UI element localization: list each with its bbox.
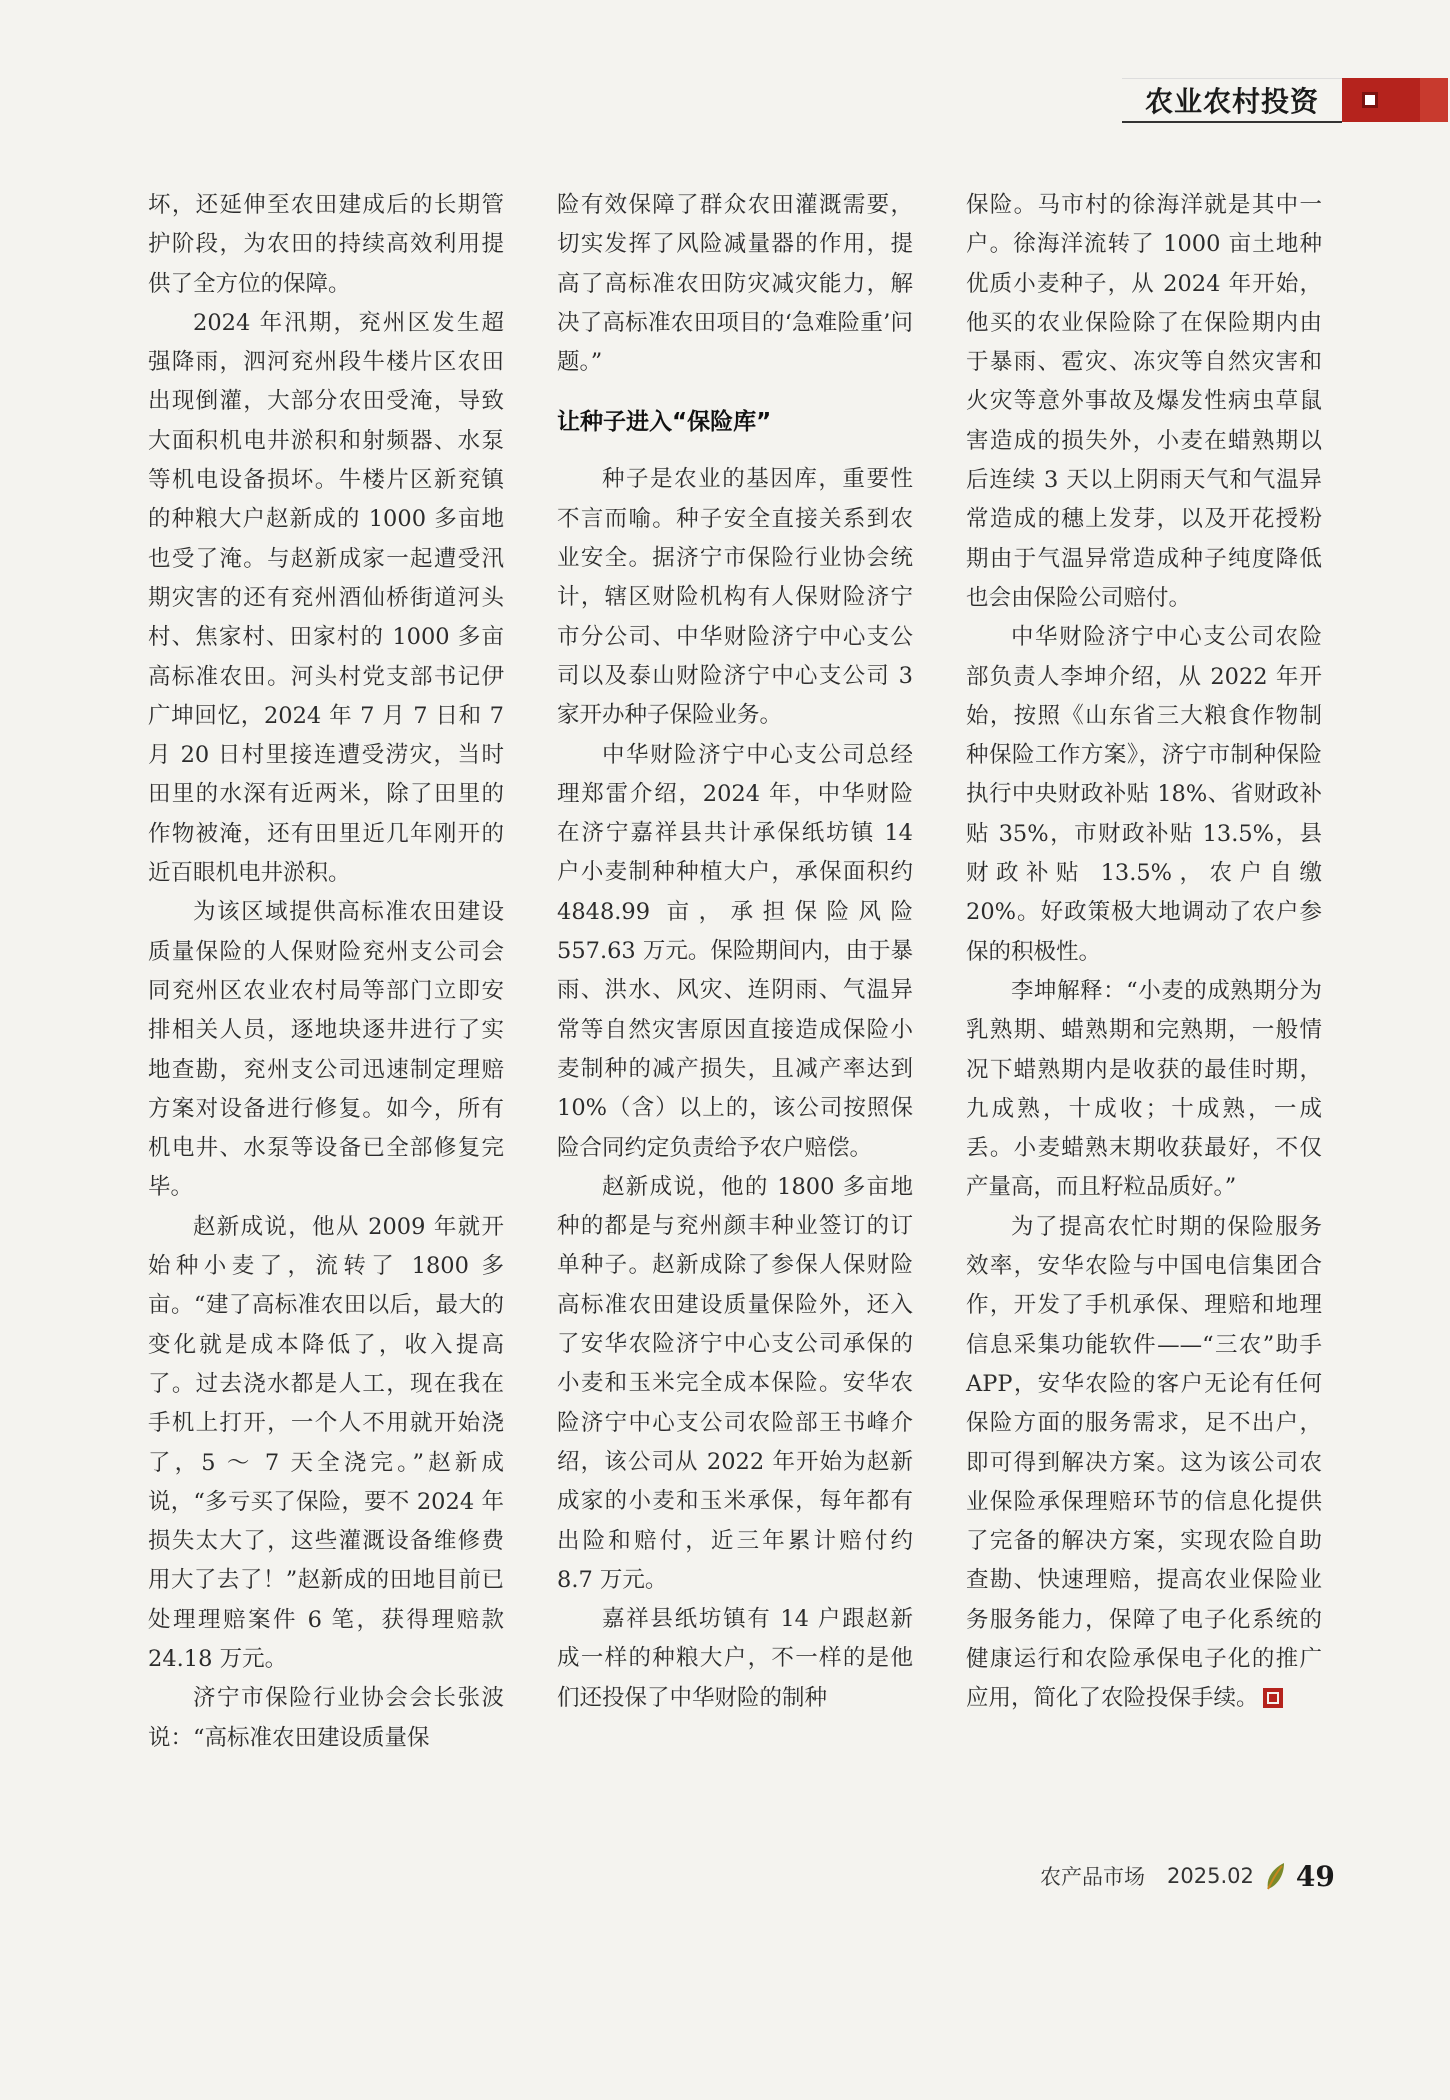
paragraph: 济宁市保险行业协会会长张波说：“高标准农田建设质量保 xyxy=(148,1685,504,1751)
square-marker-icon xyxy=(1362,92,1378,108)
paragraph: 嘉祥县纸坊镇有 14 户跟赵新成一样的种粮大户，不一样的是他们还投保了中华财险的制种 xyxy=(557,1606,913,1711)
paragraph-text: 为了提高农忙时期的保险服务效率，安华农险与中国电信集团合作，开发了手机承保、理赔和地理信息采集功能软件——“三农”助手 APP，安华农险的客户无论有任何保险方面的服务需求，足不出户，即可得到解决方案。这为该公司农业保险承保理赔环节的信息化提供了完备的解决方案，实现农险自助查勘、快速理赔，提高农业保险业务服务能力，保障了电子化系统的健康运行和农险承保电子化的推广应用，简化了农险投保手续。 xyxy=(966,1213,1322,1712)
article-column-3 xyxy=(966,186,1322,1719)
article-column-1 xyxy=(148,186,504,1758)
paragraph: 坏，还延伸至农田建成后的长期管护阶段，为农田的持续高效利用提供了全方位的保障。 xyxy=(148,192,504,297)
article-end-icon xyxy=(1263,1688,1283,1708)
section-title: 农业农村投资 xyxy=(1122,78,1342,123)
page-footer xyxy=(1040,1856,1350,1896)
paragraph: 保险。马市村的徐海洋就是其中一户。徐海洋流转了 1000 亩土地种优质小麦种子，从 2024 年开始，他买的农业保险除了在保险期内由于暴雨、雹灾、冻灾等自然灾害和火灾等意外事故及爆发性病虫草鼠害造成的损失外，小麦在蜡熟期以后连续 3 天以上阴雨天气和气温异常造成的穗上发芽，以及开花授粉期由于气温异常造成种子纯度降低也会由保险公司赔付。 xyxy=(966,192,1322,611)
paragraph: 赵新成说，他的 1800 多亩地种的都是与兖州颜丰种业签订的订单种子。赵新成除了参保人保财险高标准农田建设质量保险外，还入了安华农险济宁中心支公司承保的小麦和玉米完全成本保险。安华农险济宁中心支公司农险部王书峰介绍，该公司从 2022 年开始为赵新成家的小麦和玉米承保，每年都有出险和赔付，近三年累计赔付约 8.7 万元。 xyxy=(557,1173,913,1593)
paragraph: 2024 年汛期，兖州区发生超强降雨，泗河兖州段牛楼片区农田出现倒灌，大部分农田受淹，导致大面积机电井淤积和射频器、水泵等机电设备损坏。牛楼片区新兖镇的种粮大户赵新成的 1000 多亩地也受了淹。与赵新成家一起遭受汛期灾害的还有兖州酒仙桥街道河头村、焦家村、田家村的 1000 多亩高标准农田。河头村党支部书记伊广坤回忆，2024 年 7 月 7 日和 7 月 20 日村里接连遭受涝灾，当时田里的水深有近两米，除了田里的作物被淹，还有田里近几年刚开的近百眼机电井淤积。 xyxy=(148,309,504,887)
leaf-icon xyxy=(1262,1861,1288,1891)
paragraph: 险有效保障了群众农田灌溉需要，切实发挥了风险减量器的作用，提高了高标准农田防灾减灾能力，解决了高标准农田项目的‘急难险重’问题。” xyxy=(557,192,913,376)
paragraph: 李坤解释：“小麦的成熟期分为乳熟期、蜡熟期和完熟期，一般情况下蜡熟期内是收获的最佳时期，九成熟，十成收；十成熟，一成丢。小麦蜡熟末期收获最好，不仅产量高，而且籽粒品质好。” xyxy=(966,977,1322,1201)
magazine-name: 农产品市场 xyxy=(1040,1865,1145,1889)
section-header xyxy=(1122,78,1448,124)
paragraph: 为该区域提供高标准农田建设质量保险的人保财险兖州支公司会同兖州区农业农村局等部门立即安排相关人员，逐地块逐井进行了实地查勘，兖州支公司迅速制定理赔方案对设备进行修复。如今，所有机电井、水泵等设备已全部修复完毕。 xyxy=(148,899,504,1201)
tab-edge-strip xyxy=(1420,78,1448,122)
paragraph xyxy=(966,1208,1322,1719)
issue-number: 2025.02 xyxy=(1167,1864,1254,1888)
paragraph: 中华财险济宁中心支公司农险部负责人李坤介绍，从 2022 年开始，按照《山东省三大粮食作物制种保险工作方案》，济宁市制种保险执行中央财政补贴 18%、省财政补贴 35%，市财政补贴 13.5%，县财政补贴 13.5%，农户自缴 20%。好政策极大地调动了农户参保的积极性。 xyxy=(966,624,1322,965)
subheading: 让种子进入“保险库” xyxy=(557,409,772,436)
paragraph: 赵新成说，他从 2009 年就开始种小麦了，流转了 1800 多亩。“建了高标准农田以后，最大的变化就是成本降低了，收入提高了。过去浇水都是人工，现在我在手机上打开，一个人不用就开始浇了，5 ～ 7 天全浇完。”赵新成说，“多亏买了保险，要不 2024 年损失太大了，这些灌溉设备维修费用大了去了！”赵新成的田地目前已处理理赔案件 6 笔，获得理赔款 24.18 万元。 xyxy=(148,1213,504,1672)
section-tab-marker xyxy=(1342,78,1448,122)
paragraph: 种子是农业的基因库，重要性不言而喻。种子安全直接关系到农业安全。据济宁市保险行业协会统计，辖区财险机构有人保财险济宁市分公司、中华财险济宁中心支公司以及泰山财险济宁中心支公司 3 家开办种子保险业务。 xyxy=(557,466,913,729)
paragraph: 中华财险济宁中心支公司总经理郑雷介绍，2024 年，中华财险在济宁嘉祥县共计承保纸坊镇 14 户小麦制种种植大户，承保面积约 4848.99 亩，承担保险风险 557.63 万元。保险期间内，由于暴雨、洪水、风灾、连阴雨、气温异常等自然灾害原因直接造成保险小麦制种的减产损失，且减产率达到 10%（含）以上的，该公司按照保险合同约定负责给予农户赔偿。 xyxy=(557,741,913,1161)
article-column-2 xyxy=(557,186,913,1718)
page-number: 49 xyxy=(1295,1859,1335,1893)
